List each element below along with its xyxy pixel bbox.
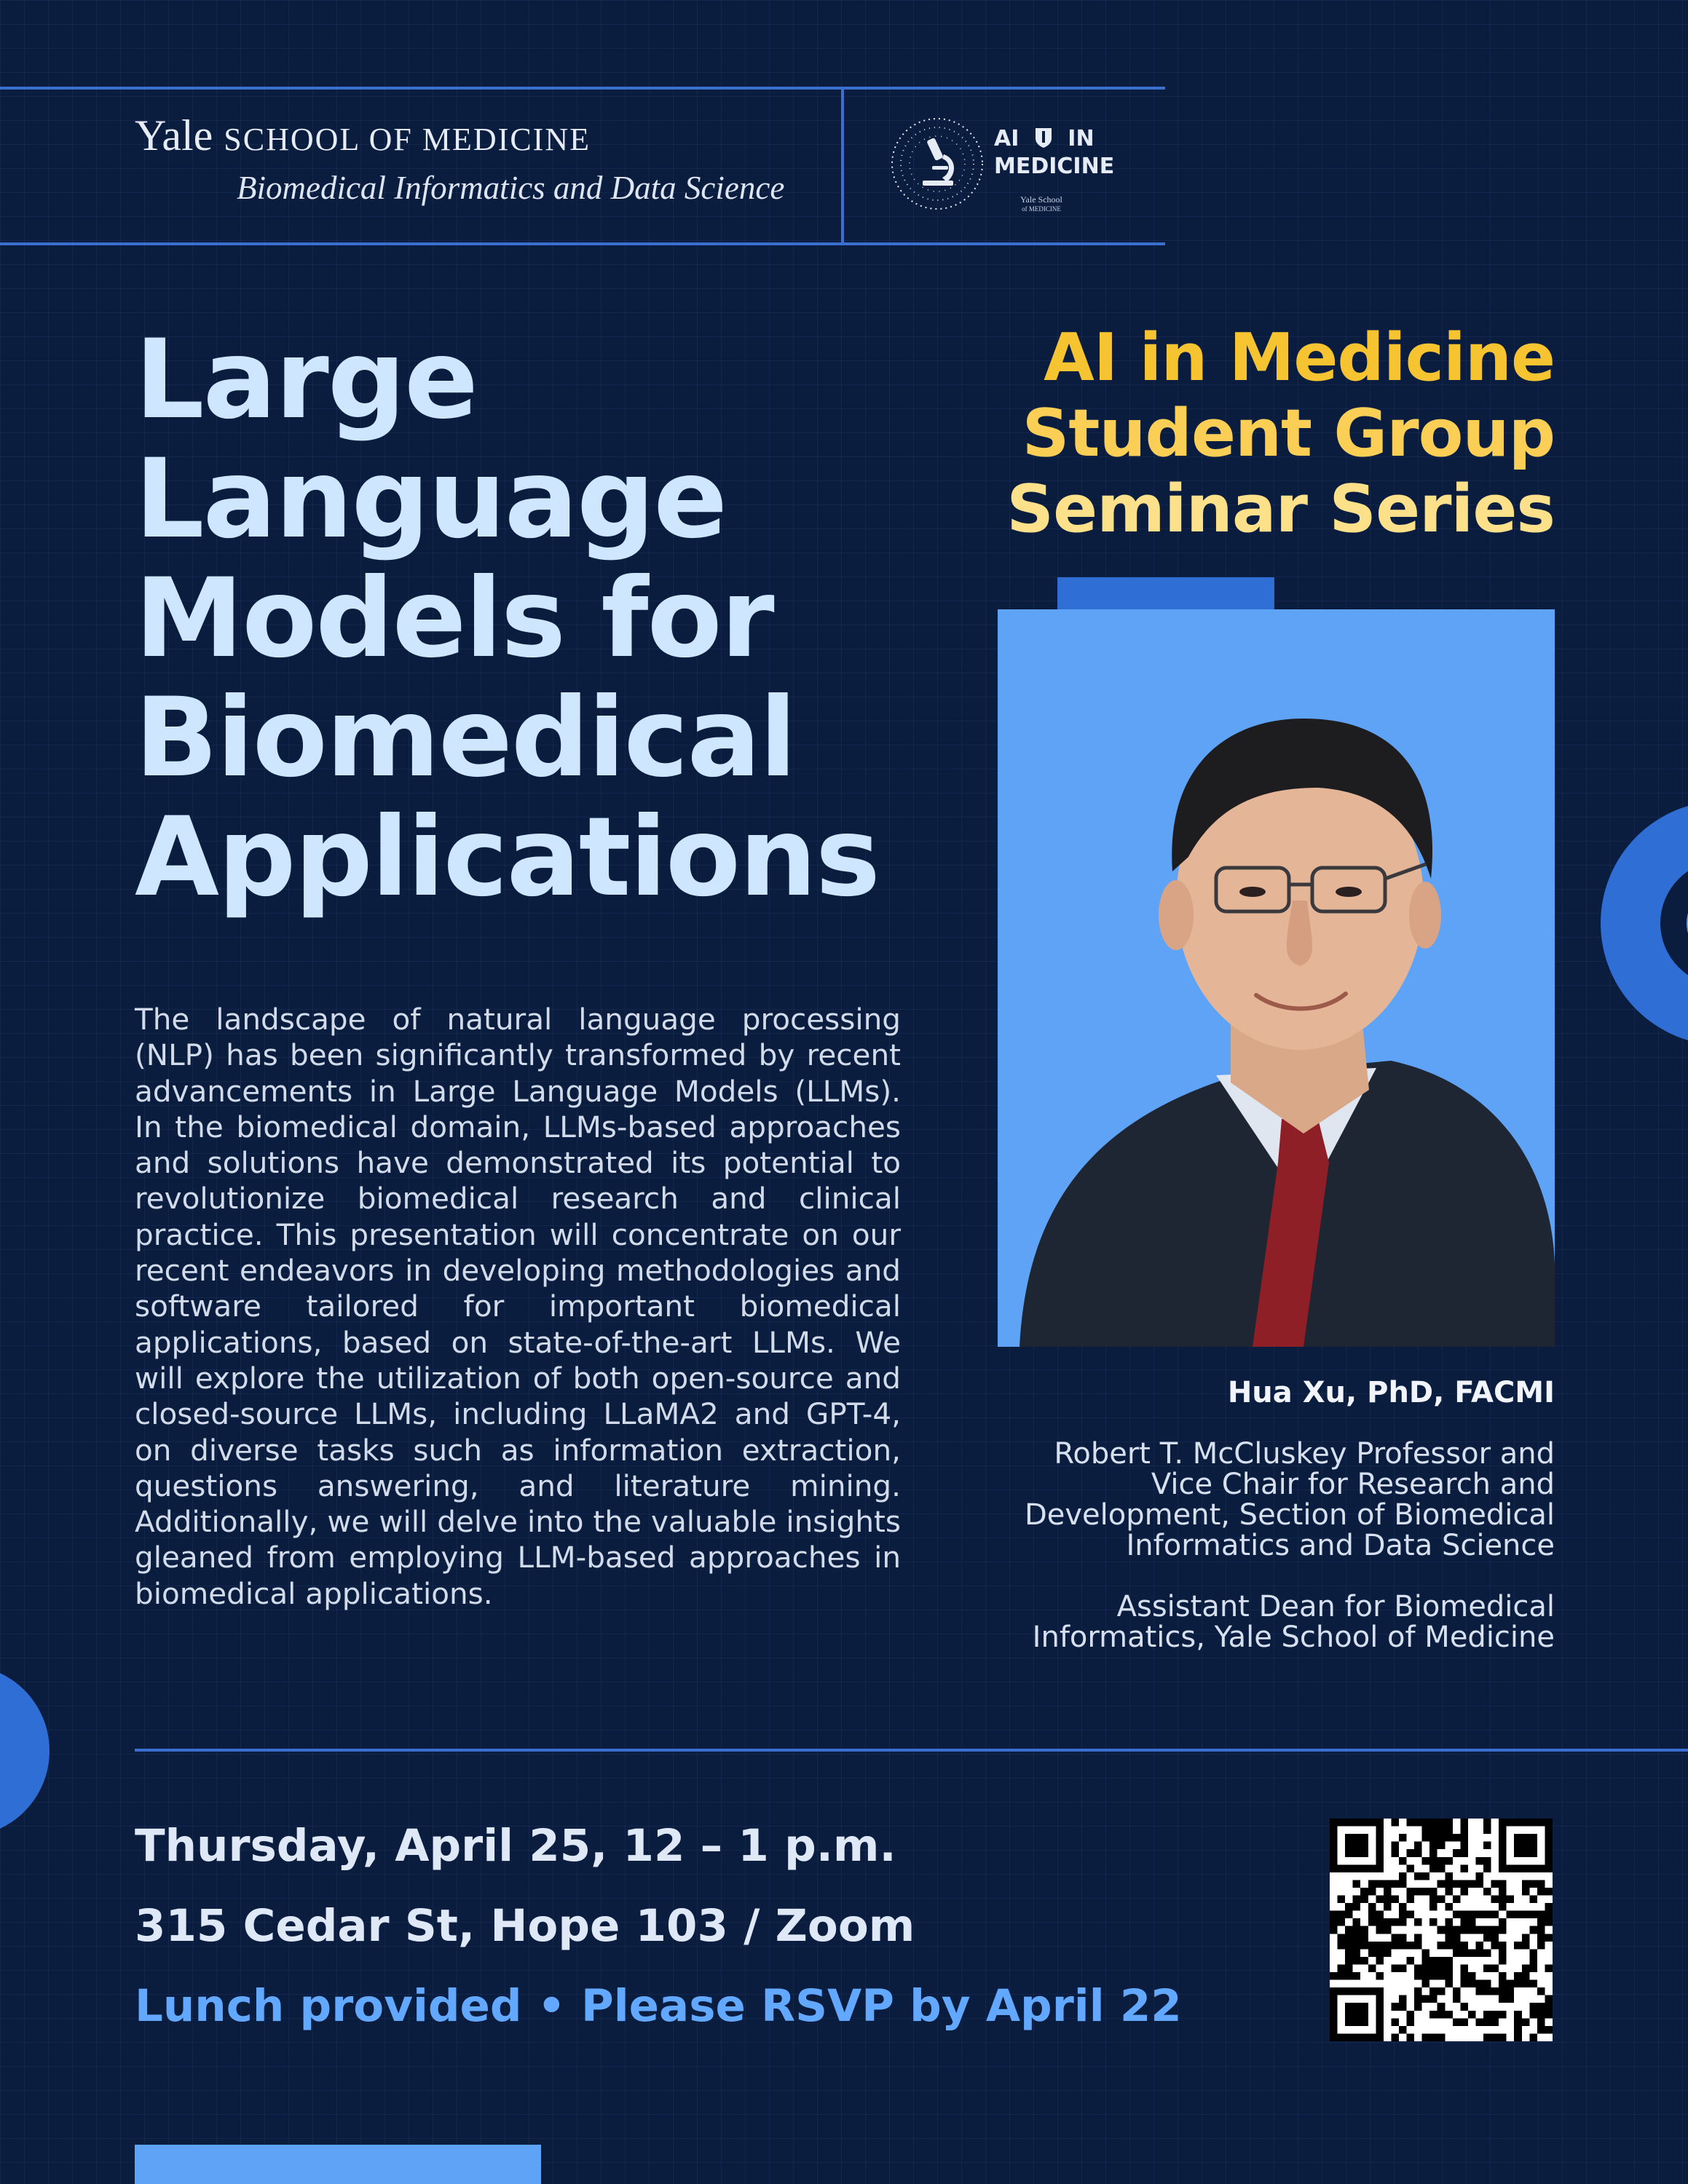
rsvp-qr-code[interactable] [1330,1819,1553,2041]
seminar-title [135,317,950,921]
bottom-accent-bar [135,2145,541,2184]
seminar-abstract: The landscape of natural language processing (NLP) has been significantly transformed by recent advancements in Large Language Models (LLMs). In the biomedical domain, LLMs-based approaches and solutions have demonstrated its potential to revolutionize biomedical research and clinical practice. This presentation will concentrate on our recent endeavors in developing methodologies and software tailored for important biomedical applications, based on state-of-the-art LLMs. We will explore the utilization of both open-source and closed-source LLMs, including LLaMA2 and GPT-4, on diverse tasks such as information extraction, questions answering, and literature mining. Additionally, we will delve into the valuable insights gleaned from employing LLM-based approaches in biomedical applications. [135,1002,901,1611]
speaker-photo [998,609,1555,1347]
title-line: Language [135,436,727,563]
speaker-role-line: Informatics and Data Science [1126,1529,1555,1562]
seminar-series-heading [947,320,1555,547]
speaker-portrait-illustration [998,609,1555,1347]
speaker-title-professor [947,1439,1555,1561]
logo-medicine: MEDICINE [994,154,1115,179]
header-divider [841,88,844,244]
department-name: Biomedical Informatics and Data Science [237,170,785,206]
logo-in: IN [1068,126,1095,151]
series-line: AI in Medicine [1044,320,1555,396]
logo-sub-line1: Yale School [1020,194,1062,205]
logo-sub-line2: of MEDICINE [1022,205,1061,213]
speaker-role-line: Vice Chair for Research and [1151,1468,1555,1501]
header-top-line [0,87,1165,90]
speaker-role-line: Development, Section of Biomedical [1024,1498,1555,1532]
left-circle-decoration [0,1663,51,1838]
yale-school-of-medicine-wordmark [135,111,591,161]
qr-code-pattern [1330,1819,1553,2041]
school-of-medicine: SCHOOL OF MEDICINE [224,122,591,157]
header-bottom-line [0,242,1165,245]
yale-word: Yale [135,111,213,159]
photo-tab-decoration [1057,577,1274,609]
logo-yale-school-small [1016,195,1067,214]
title-line: Models for [135,555,773,682]
speaker-title-dean [947,1591,1555,1653]
event-rsvp: Lunch provided • Please RSVP by April 22 [135,1980,1182,2032]
ai-in-medicine-logo-text [994,125,1114,181]
title-line: Biomedical [135,675,796,802]
right-circle-decoration [1601,801,1688,1045]
series-line: Seminar Series [1006,471,1555,547]
speaker-role-line: Informatics, Yale School of Medicine [1032,1621,1555,1654]
speaker-name: Hua Xu, PhD, FACMI [1227,1376,1555,1409]
title-line: Large [135,317,477,443]
title-line: Applications [135,794,880,921]
speaker-role-line: Robert T. McCluskey Professor and [1054,1437,1555,1471]
microscope-icon [890,116,985,211]
section-divider [135,1749,1688,1752]
shield-icon [1034,127,1053,149]
speaker-role-line: Assistant Dean for Biomedical [1116,1590,1555,1623]
logo-ai: AI [994,126,1019,151]
series-line: Student Group [1022,395,1555,472]
event-location: 315 Cedar St, Hope 103 / Zoom [135,1900,915,1952]
event-datetime: Thursday, April 25, 12 – 1 p.m. [135,1820,896,1872]
